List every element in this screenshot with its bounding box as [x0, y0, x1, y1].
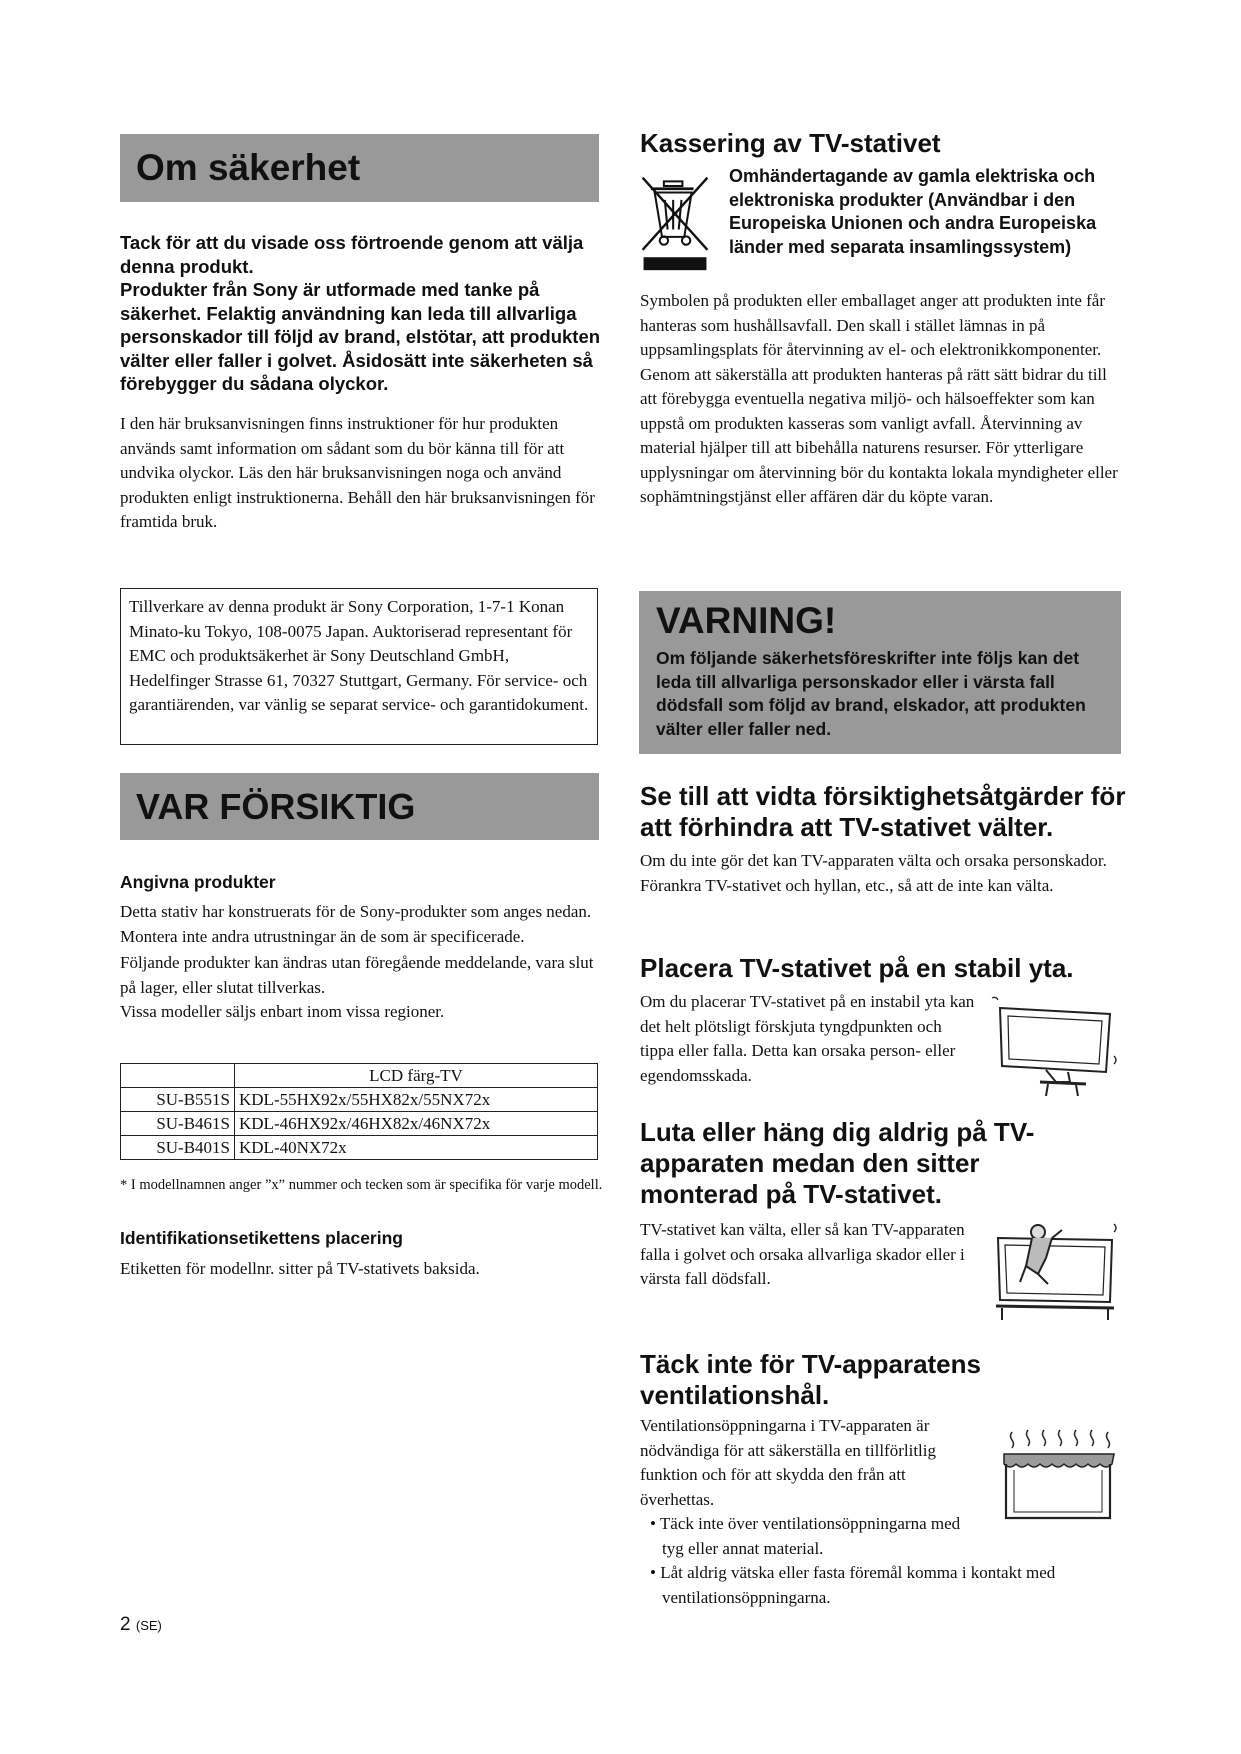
stable-text: Om du placerar TV-stativet på en instabil yta kan det helt plötsligt förskjuta tyngdpunkten och tippa eller falla. Detta kan orsaka person- eller egendomsskada. — [640, 992, 975, 1085]
safety-body: I den här bruksanvisningen finns instruktioner för hur produkten används samt information om sådant som du bör känna till för att undvika olyckor. Läs den här bruksanvisningen noga och använd produkten enligt instruktionerna. Behåll den här bruksanvisningen för framtida bruk. — [120, 414, 595, 531]
covered-vent-tv-illustration — [992, 1418, 1122, 1528]
page-lang: (SE) — [135, 1618, 162, 1633]
model-footnote: * I modellnamnen anger ”x” nummer och tecken som är specifika för varje modell. — [120, 1177, 603, 1193]
safety-banner — [120, 134, 599, 202]
leaning-on-tv-illustration — [990, 1218, 1120, 1328]
label-heading: Identifikationsetikettens placering — [120, 1228, 403, 1248]
page-number — [120, 1614, 162, 1636]
table-header: LCD färg-TV — [235, 1064, 598, 1088]
tv-models: KDL-55HX92x/55HX82x/55NX72x — [235, 1088, 598, 1112]
weee-bin-icon — [638, 168, 712, 278]
table-row — [121, 1112, 598, 1136]
table-header-row — [121, 1064, 598, 1088]
page-number-value: 2 — [120, 1614, 131, 1635]
manufacturer-text: Tillverkare av denna produkt är Sony Corporation, 1-7-1 Konan Minato-ku Tokyo, 108-0075 Japan. Auktoriserad representant för EMC och produktsäkerhet är Sony Deutschland GmbH, Hedelfinger Strasse 61, 70327 Stuttgart, Germany. För service- och garantiärenden, var vänlig se separat service- och garantidokument. — [129, 597, 589, 714]
tipover-p1: Om du inte gör det kan TV-apparaten välta och orsaka personskador. — [640, 851, 1107, 870]
weee-heading: Omhändertagande av gamla elektriska och elektroniska produkter (Användbar i den Europeiska Unionen och andra Europeiska länder med separata insamlingssystem) — [729, 166, 1097, 257]
vent-bullet-2: • Låt aldrig vätska eller fasta föremål komma i kontakt med ventilationsöppningarna. — [650, 1563, 1056, 1607]
table-row — [121, 1136, 598, 1160]
label-text: Etiketten för modellnr. sitter på TV-stativets baksida. — [120, 1259, 480, 1278]
lean-text: TV-stativet kan välta, eller så kan TV-apparaten falla i golvet och orsaka allvarliga skador eller i värsta fall dödsfall. — [640, 1220, 965, 1288]
tv-models: KDL-40NX72x — [235, 1136, 598, 1160]
caution-p1: Detta stativ har konstruerats för de Sony-produkter som anges nedan. Montera inte andra utrustningar än de som är specificerade. — [120, 902, 592, 946]
disposal-title: Kassering av TV-stativet — [640, 128, 941, 158]
disposal-body: Symbolen på produkten eller emballaget anger att produkten inte får hanteras som hushållsavfall. Den skall i stället lämnas in på uppsamlingsplats för återvinning av el- och elektronikkomponenter. Genom att säkerställa att produkten hanteras på rätt sätt bidrar du till att förebygga eventuella negativa miljö- och hälsoeffekter som kan uppstå om produkten kasseras som vanligt avfall. Återvinning av material hjälper till att bibehålla naturens resurser. För ytterligare upplysningar om återvinning bör du kontakta lokala myndigheter eller sophämtningstjänst eller affären där du köpte varan. — [640, 291, 1118, 506]
table-corner-cell — [121, 1064, 235, 1088]
manufacturer-box — [120, 588, 598, 745]
unstable-tv-illustration — [990, 996, 1120, 1096]
products-heading: Angivna produkter — [120, 872, 276, 892]
models-table — [120, 1063, 598, 1160]
table-row — [121, 1088, 598, 1112]
tv-models: KDL-46HX92x/46HX82x/46NX72x — [235, 1112, 598, 1136]
vent-title: Täck inte för TV-apparatens ventilationshål. — [640, 1349, 981, 1410]
warning-title: VARNING! — [656, 600, 837, 641]
stand-model: SU-B461S — [121, 1112, 235, 1136]
vent-text: Ventilationsöppningarna i TV-apparaten är nödvändiga för att säkerställa en tillförlitlig funktion och för att skydda den från att överhettas. — [640, 1416, 936, 1509]
caution-p3: Vissa modeller säljs enbart inom vissa regioner. — [120, 1002, 445, 1021]
stand-model: SU-B401S — [121, 1136, 235, 1160]
caution-title: VAR FÖRSIKTIG — [136, 786, 416, 827]
safety-intro: Tack för att du visade oss förtroende genom att välja denna produkt. Produkter från Sony är utformade med tanke på säkerhet. Felaktig användning kan leda till allvarliga personskador till följd av brand, elstötar, att produkten välter eller faller i golvet. Åsidosätt inte säkerheten så förebygger du sådana olyckor. — [120, 232, 601, 394]
warning-banner — [639, 591, 1121, 754]
lean-title: Luta eller häng dig aldrig på TV-apparaten medan den sitter monterad på TV-stativet. — [640, 1117, 1035, 1209]
safety-title: Om säkerhet — [136, 147, 361, 188]
caution-text — [120, 900, 602, 1025]
stand-model: SU-B551S — [121, 1088, 235, 1112]
vent-bullet-1: • Täck inte över ventilationsöppningarna med tyg eller annat material. — [650, 1514, 961, 1558]
tipover-title: Se till att vidta försiktighetsåtgärder för att förhindra att TV-stativet välter. — [640, 781, 1126, 842]
caution-banner — [120, 773, 599, 840]
tipover-p2: Förankra TV-stativet och hyllan, etc., så att de inte kan välta. — [640, 875, 1054, 895]
warning-text: Om följande säkerhetsföreskrifter inte följs kan det leda till allvarliga personskador eller i värsta fall dödsfall som följd av brand, elskador, att produkten välter eller faller ned. — [656, 648, 1086, 739]
tipover-text — [640, 849, 1130, 898]
caution-p2: Följande produkter kan ändras utan föregående meddelande, vara slut på lager, eller slutat tillverkas. — [120, 953, 594, 997]
stable-title: Placera TV-stativet på en stabil yta. — [640, 953, 1074, 983]
